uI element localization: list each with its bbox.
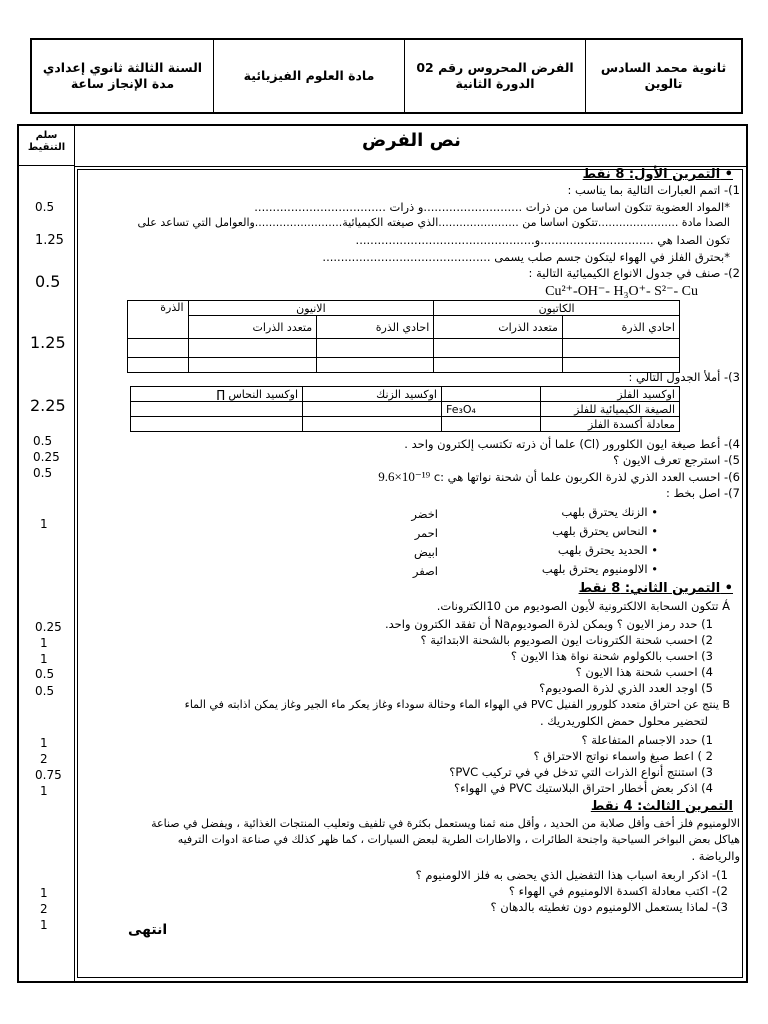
level-cell — [32, 40, 213, 112]
school-town: تالوين — [644, 76, 683, 91]
ex2-q: 4) احسب شحنة هذا الايون ؟ — [575, 665, 713, 679]
ex3-text: والرياضة . — [691, 849, 740, 863]
exam-session: الدورة الثانية — [455, 76, 535, 91]
subject-name: مادة العلوم الفيزيائية — [243, 68, 375, 83]
page-title: نص الفرض — [362, 130, 461, 151]
col-atom: الذرة — [128, 301, 189, 339]
divider — [74, 126, 75, 981]
ex2-q: 3) احسب بالكولوم شحنة نواة هذا الايون ؟ — [510, 649, 713, 663]
ex2-title: • التمرين الثاني: 8 نقط — [578, 581, 733, 596]
ex3-q: 2)- اكتب معادلة اكسدة الالومنيوم في الهواء ؟ — [508, 884, 728, 898]
ex1-line: *المواد العضوية تتكون اساسا من من ذرات ...........................و ذرات .................................... — [254, 200, 730, 214]
match-right: احمر — [414, 526, 438, 540]
score: 0.75 — [35, 768, 62, 782]
ex1-title: • التمرين الأول: 8 نقط — [582, 167, 733, 182]
exam-title: الفرض المحروس رقم 02 — [416, 60, 574, 75]
ions-formula: Cu²⁺-OH⁻- H₃O⁺- S²⁻- Cu — [545, 284, 698, 299]
score: 0.5 — [33, 466, 53, 480]
score: 1.25 — [35, 233, 64, 248]
ex1-q2: 2)- صنف في جدول الانواع الكيميائية التالية : — [528, 266, 740, 280]
match-right: اصفر — [412, 564, 438, 578]
school-cell — [585, 40, 741, 112]
level-name: السنة الثالثة ثانوي إعدادي — [42, 60, 203, 75]
match-left: • الحديد يحترق بلهب — [557, 543, 658, 557]
match-left: • الزنك يحترق بلهب — [561, 505, 658, 519]
score: 0.5 — [33, 434, 53, 448]
ex1-q4: 4)- أعط صيغة ايون الكلورور (Cl) علما أن ذرته تكتسب إلكترون واحد . — [404, 437, 740, 451]
match-right: اخضر — [411, 507, 438, 521]
ex2-part-a: Á تتكون السحابة الالكترونية لأيون الصوديوم من 10الكترونات. — [436, 599, 730, 613]
ex3-q: 1)- اذكر اربعة اسباب هذا التفضيل الذي يحضى به فلز الالومنيوم ؟ — [415, 868, 728, 882]
oxides-table: اوكسيد الفلز اوكسيد الزنك اوكسيد النحاس ∏ الصيغة الكيميائية للفلز Fe₃O₄ معادلة أكسدة الفلز — [130, 386, 680, 432]
score: 0.5 — [35, 684, 55, 698]
ex2-bq: 3) استنتج أنواع الذرات التي تدخل في في تركيب PVC؟ — [449, 765, 713, 779]
score: 0.5 — [35, 272, 61, 291]
ex1-q5: 5)- استرجع تعرف الايون ؟ — [613, 453, 740, 467]
ex2-part-b: B ينتج عن احتراق متعدد كلورور الفنيل PVC في الهواء الماء وحثالة سوداء وغاز يعكر ماء الجير وغاز يمكن اذابته في الماء — [184, 698, 730, 711]
ex1-line: تكون الصدا هي ...............................و................................................. — [355, 233, 730, 247]
scale-header: سلم التنقيط — [19, 126, 74, 166]
classification-table: الكاتيون الانيون الذرة احادي الذرة متعدد الذرات احادي الذرة متعدد الذرات — [127, 300, 680, 373]
score: 1 — [40, 736, 48, 750]
match-right: ابيض — [414, 545, 438, 559]
ex1-line: *بحترق الفلز في الهواء ليتكون جسم صلب يسمى .............................................. — [322, 250, 730, 264]
score: 0.25 — [35, 620, 62, 634]
score: 1 — [40, 918, 48, 932]
match-left: • الالومنيوم يحترق بلهب — [541, 562, 658, 576]
duration: مدة الإنجاز ساعة — [70, 76, 175, 91]
ex2-q: 2) احسب شحنة الكترونات ايون الصوديوم بالشحنة الابتدائية ؟ — [420, 633, 713, 647]
score: 1 — [40, 636, 48, 650]
score: 1 — [40, 784, 48, 798]
score: 0.5 — [35, 200, 55, 214]
ex2-q: 5) اوجد العدد الذري لذرة الصوديوم؟ — [539, 681, 713, 695]
ex3-title: التمرين الثالث: 4 نقط — [590, 799, 733, 814]
ex3-text: هياكل بعض البواخر السياحية واجنحة الطائرات ، والاطارات الطرية لبعض السيارات ، كما ظهر كذلك في صناعة ادوات الترفيه — [177, 833, 740, 846]
score: 1 — [40, 517, 48, 531]
ex2-q: 1) حدد رمز الايون ؟ ويمكن لذرة الصوديومNa أن تفقد الكترون واحد. — [384, 617, 713, 631]
score: 0.5 — [35, 667, 55, 681]
ex2-part-b: لتحضير محلول حمض الكلوريدريك . — [539, 714, 708, 728]
exam-cell — [404, 40, 585, 112]
ex1-q1: 1)- اتمم العبارات التالية بما يناسب : — [567, 183, 740, 197]
end-mark: انتهى — [128, 922, 168, 938]
ex2-bq: 1) حدد الاجسام المتفاعلة ؟ — [581, 733, 713, 747]
score: 1 — [40, 886, 48, 900]
school-name: ثانوية محمد السادس — [600, 60, 727, 75]
score: 2 — [40, 902, 48, 916]
ex3-text: الالومنيوم فلز أخف وأقل صلابة من الحديد ، وأقل منه ثمنا ويستعمل بكثرة في تلفيف وتعليب المنتجات الغذائية ، ويفضل في صناعة — [151, 817, 740, 830]
score: 0.25 — [33, 450, 60, 464]
col-anion: الانيون — [188, 301, 434, 316]
ex1-q6: 6)- احسب العدد الذري لذرة الكربون علما أن شحنة نواتها هي :c 9.6×10⁻¹⁹ — [378, 469, 740, 484]
ex1-q7: 7)- اصل بخط : — [665, 486, 740, 500]
subject-cell — [213, 40, 404, 112]
ex2-bq: 4) اذكر بعض أخطار احتراق البلاستيك PVC في الهواء؟ — [454, 781, 713, 795]
exam-header — [30, 38, 743, 114]
ex1-line: الصدا مادة .......................تتكون اساسا من .......................الذي صيغته الكيميائية.........................والعوامل التي تساعد على — [137, 216, 730, 229]
score: 2.25 — [30, 396, 66, 415]
ex3-q: 3)- لماذا يستعمل الالومنيوم دون تغطيته بالدهان ؟ — [490, 900, 728, 914]
ex1-q3: 3)- أملأ الجدول التالي : — [628, 370, 740, 384]
ex2-bq: 2 ) اعط صيغ واسماء نواتج الاحتراق ؟ — [533, 749, 713, 763]
col-cation: الكاتيون — [434, 301, 680, 316]
score: 2 — [40, 752, 48, 766]
score: 1.25 — [30, 333, 66, 352]
score: 1 — [40, 652, 48, 666]
match-left: • النحاس يحترق بلهب — [552, 524, 658, 538]
